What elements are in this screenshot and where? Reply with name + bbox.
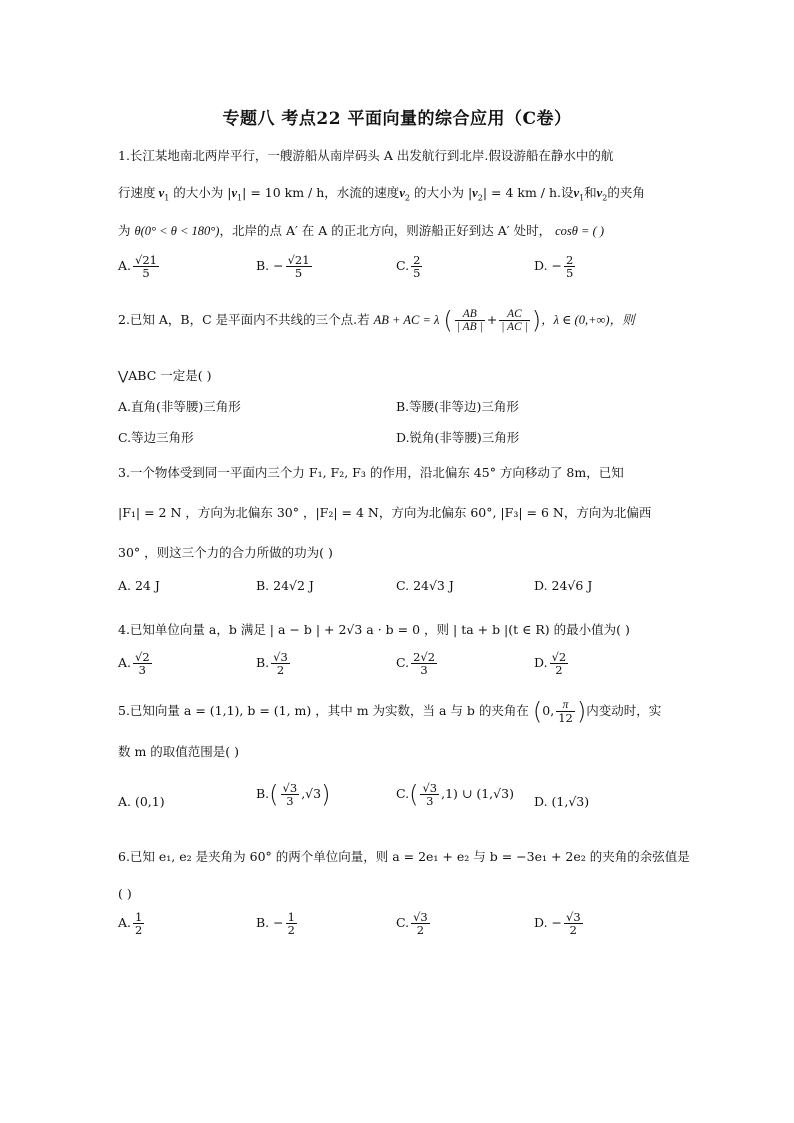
q1-line2: 行速度 $v_1$ 的大小为 $|v_1| = 10$ km / h，水流的速度$v_2$ 的大小为 $|v_2| = 4$ km / h.设$v_1$和$v_2$的夹角 <box>118 185 645 203</box>
q3-line3: 30° ，则这三个力的合力所做的功为( ) <box>118 545 333 560</box>
q3-option-d[interactable]: D. 24√6 J <box>534 578 593 593</box>
q3-line2: |F₁| = 2 N ，方向为北偏东 30° ，|F₂| = 4 N，方向为北偏东 60°, |F₃| = 6 N，方向为北偏西 <box>118 505 652 520</box>
q3-option-c[interactable]: C. 24√3 J <box>396 578 454 593</box>
q1-option-d[interactable]: D. − $\frac{2}{5}$ <box>534 253 574 281</box>
q2-line1: 2.已知 A，B，C 是平面内不共线的三个点.若 AB + AC = λ ( $\frac{AB}{| AB |}$ + $\frac{AC}{| AC |}$ )，λ ∈ (0,+∞)，则 <box>118 306 635 335</box>
q4-option-d[interactable]: D. $\frac{√2}{2}$ <box>534 650 567 678</box>
q2-option-d[interactable]: D.锐角(非等腰)三角形 <box>396 430 520 445</box>
q6-option-c[interactable]: C. $\frac{√3}{2}$ <box>396 910 428 938</box>
q6-option-a[interactable]: A. $\frac{1}{2}$ <box>118 910 143 938</box>
q4-line1: 4.已知单位向量 a，b 满足 | a − b | + 2√3 a · b = 0 ，则 | ta + b |(t ∈ R) 的最小值为( ) <box>118 622 630 637</box>
q5-option-b[interactable]: B.( $\frac{√3}{3}$ ,√3) <box>256 780 331 809</box>
q4-option-a[interactable]: A. $\frac{√2}{3}$ <box>118 650 150 678</box>
q1-option-a[interactable]: A. $\frac{√21}{5}$ <box>118 253 157 281</box>
q1-option-b[interactable]: B. − $\frac{√21}{5}$ <box>256 253 310 281</box>
q4-option-b[interactable]: B. $\frac{√3}{2}$ <box>256 650 288 678</box>
q4-option-c[interactable]: C. $\frac{2√2}{3}$ <box>396 650 436 678</box>
q2-option-a[interactable]: A.直角(非等腰)三角形 <box>118 399 241 414</box>
q6-line1: 6.已知 e₁, e₂ 是夹角为 60° 的两个单位向量，则 a = 2e₁ + e₂ 与 b = −3e₁ + 2e₂ 的夹角的余弦值是 <box>118 849 690 864</box>
q6-option-b[interactable]: B. − $\frac{1}{2}$ <box>256 910 295 938</box>
q5-line1: 5.已知向量 a = (1,1), b = (1, m) ，其中 m 为实数，当 a 与 b 的夹角在 (0, $\frac{\pi}{12}$ )内变动时，实 <box>118 697 662 726</box>
q2-option-c[interactable]: C.等边三角形 <box>118 430 194 445</box>
q1-option-c[interactable]: C. $\frac{2}{5}$ <box>396 253 421 281</box>
q3-line1: 3.一个物体受到同一平面内三个力 F₁, F₂, F₃ 的作用，沿北偏东 45° 方向移动了 8m，已知 <box>118 465 624 480</box>
q3-option-b[interactable]: B. 24√2 J <box>256 578 314 593</box>
q2-line2: ⋁ABC 一定是( ) <box>118 368 212 383</box>
q2-option-b[interactable]: B.等腰(非等边)三角形 <box>396 399 519 414</box>
q1-line3: 为 θ(0° < θ < 180°)，北岸的点 A′ 在 A 的正北方向，则游船正好到达 A′ 处时， cosθ = ( ) <box>118 223 605 238</box>
q5-line2: 数 m 的取值范围是( ) <box>118 744 240 759</box>
q5-option-d[interactable]: D. (1,√3) <box>534 794 590 809</box>
q6-line2: ( ) <box>118 886 132 901</box>
q5-option-c[interactable]: C.( $\frac{√3}{3}$ ,1) ∪ (1,√3) <box>396 780 514 809</box>
q3-option-a[interactable]: A. 24 J <box>118 578 160 593</box>
q1-line1: 1.长江某地南北两岸平行，一艘游船从南岸码头 A 出发航行到北岸.假设游船在静水中的航 <box>118 148 614 163</box>
q6-option-d[interactable]: D. − $\frac{√3}{2}$ <box>534 910 581 938</box>
page-title: 专题八 考点22 平面向量的综合应用（C卷） <box>222 109 572 129</box>
q5-option-a[interactable]: A. (0,1) <box>118 794 165 809</box>
